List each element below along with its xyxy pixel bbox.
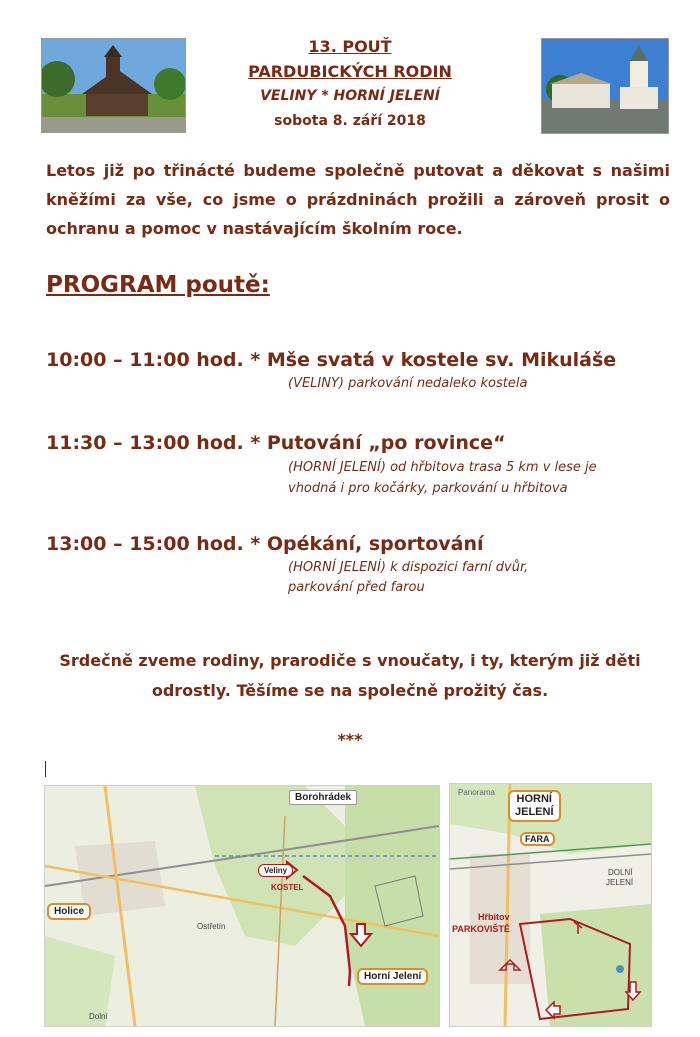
map2-title-line1: HORNÍ xyxy=(516,793,552,805)
map-label-kostel: KOSTEL xyxy=(271,883,304,892)
map-label-horni-jeleni: Horní Jelení xyxy=(357,968,428,985)
pilgrimage-date: sobota 8. září 2018 xyxy=(274,113,426,129)
program-item-3-title: 13:00 – 15:00 hod. * Opékání, sportování xyxy=(46,533,484,555)
map2-label-jeleni: JELENÍ xyxy=(606,878,634,887)
map2-label-hrbitov: Hřbitov xyxy=(478,912,510,922)
separator: *** xyxy=(337,730,363,749)
program-item-2-note-line2: vhodná i pro kočárky, parkování u hřbitova xyxy=(288,481,568,496)
map-label-ostretin: Ostřetín xyxy=(197,922,226,931)
route-map-detail xyxy=(449,783,652,1027)
map-label-dolni: Dolní xyxy=(89,1012,108,1021)
program-heading: PROGRAM poutě: xyxy=(46,272,270,298)
pilgrimage-places: VELINY * HORNÍ JELENÍ xyxy=(260,88,440,104)
program-item-2-title: 11:30 – 13:00 hod. * Putování „po rovince“ xyxy=(46,432,506,454)
route-map-overview xyxy=(44,785,440,1027)
intro-paragraph: Letos již po třinácté budeme společně putovat a děkovat s našimi kněžími za vše, co jsme o prázdninách prožili a zároveň prosit o ochranu a pomoc v nastávajícím školním roce. xyxy=(46,161,670,238)
program-item-3-note-line2: parkování před farou xyxy=(288,580,425,595)
map2-label-parkoviste: PARKOVIŠTĚ xyxy=(452,924,510,934)
closing-line-2: odrostly. Těšíme se na společně prožitý čas. xyxy=(151,681,549,700)
church-veliny-photo xyxy=(41,38,186,133)
church-horni-jeleni-photo xyxy=(541,38,669,134)
map2-title xyxy=(508,790,561,822)
closing-line-1: Srdečně zveme rodiny, prarodiče s vnoučaty, i ty, kterým již děti xyxy=(59,651,641,670)
map2-label-dolni: DOLNÍ xyxy=(608,868,633,877)
program-item-1-note: (VELINY) parkování nedaleko kostela xyxy=(288,376,528,391)
pilgrimage-number: 13. POUŤ xyxy=(308,37,392,56)
map2-title-line2: JELENÍ xyxy=(515,806,554,818)
map2-panorama: Panorama xyxy=(458,788,495,797)
pilgrimage-title: PARDUBICKÝCH RODIN xyxy=(248,62,452,81)
text-cursor xyxy=(45,761,46,777)
map-label-borohradek: Borohrádek xyxy=(289,790,357,805)
program-item-3-note-line1: (HORNÍ JELENÍ) k dispozici farní dvůr, xyxy=(288,560,529,575)
map-label-holice: Holice xyxy=(47,903,91,920)
map-label-veliny: Veliny xyxy=(258,864,293,877)
program-item-1-title: 10:00 – 11:00 hod. * Mše svatá v kostele sv. Mikuláše xyxy=(46,349,617,371)
map2-label-fara: FARA xyxy=(520,832,555,846)
program-item-2-note-line1: (HORNÍ JELENÍ) od hřbitova trasa 5 km v lese je xyxy=(288,460,597,475)
